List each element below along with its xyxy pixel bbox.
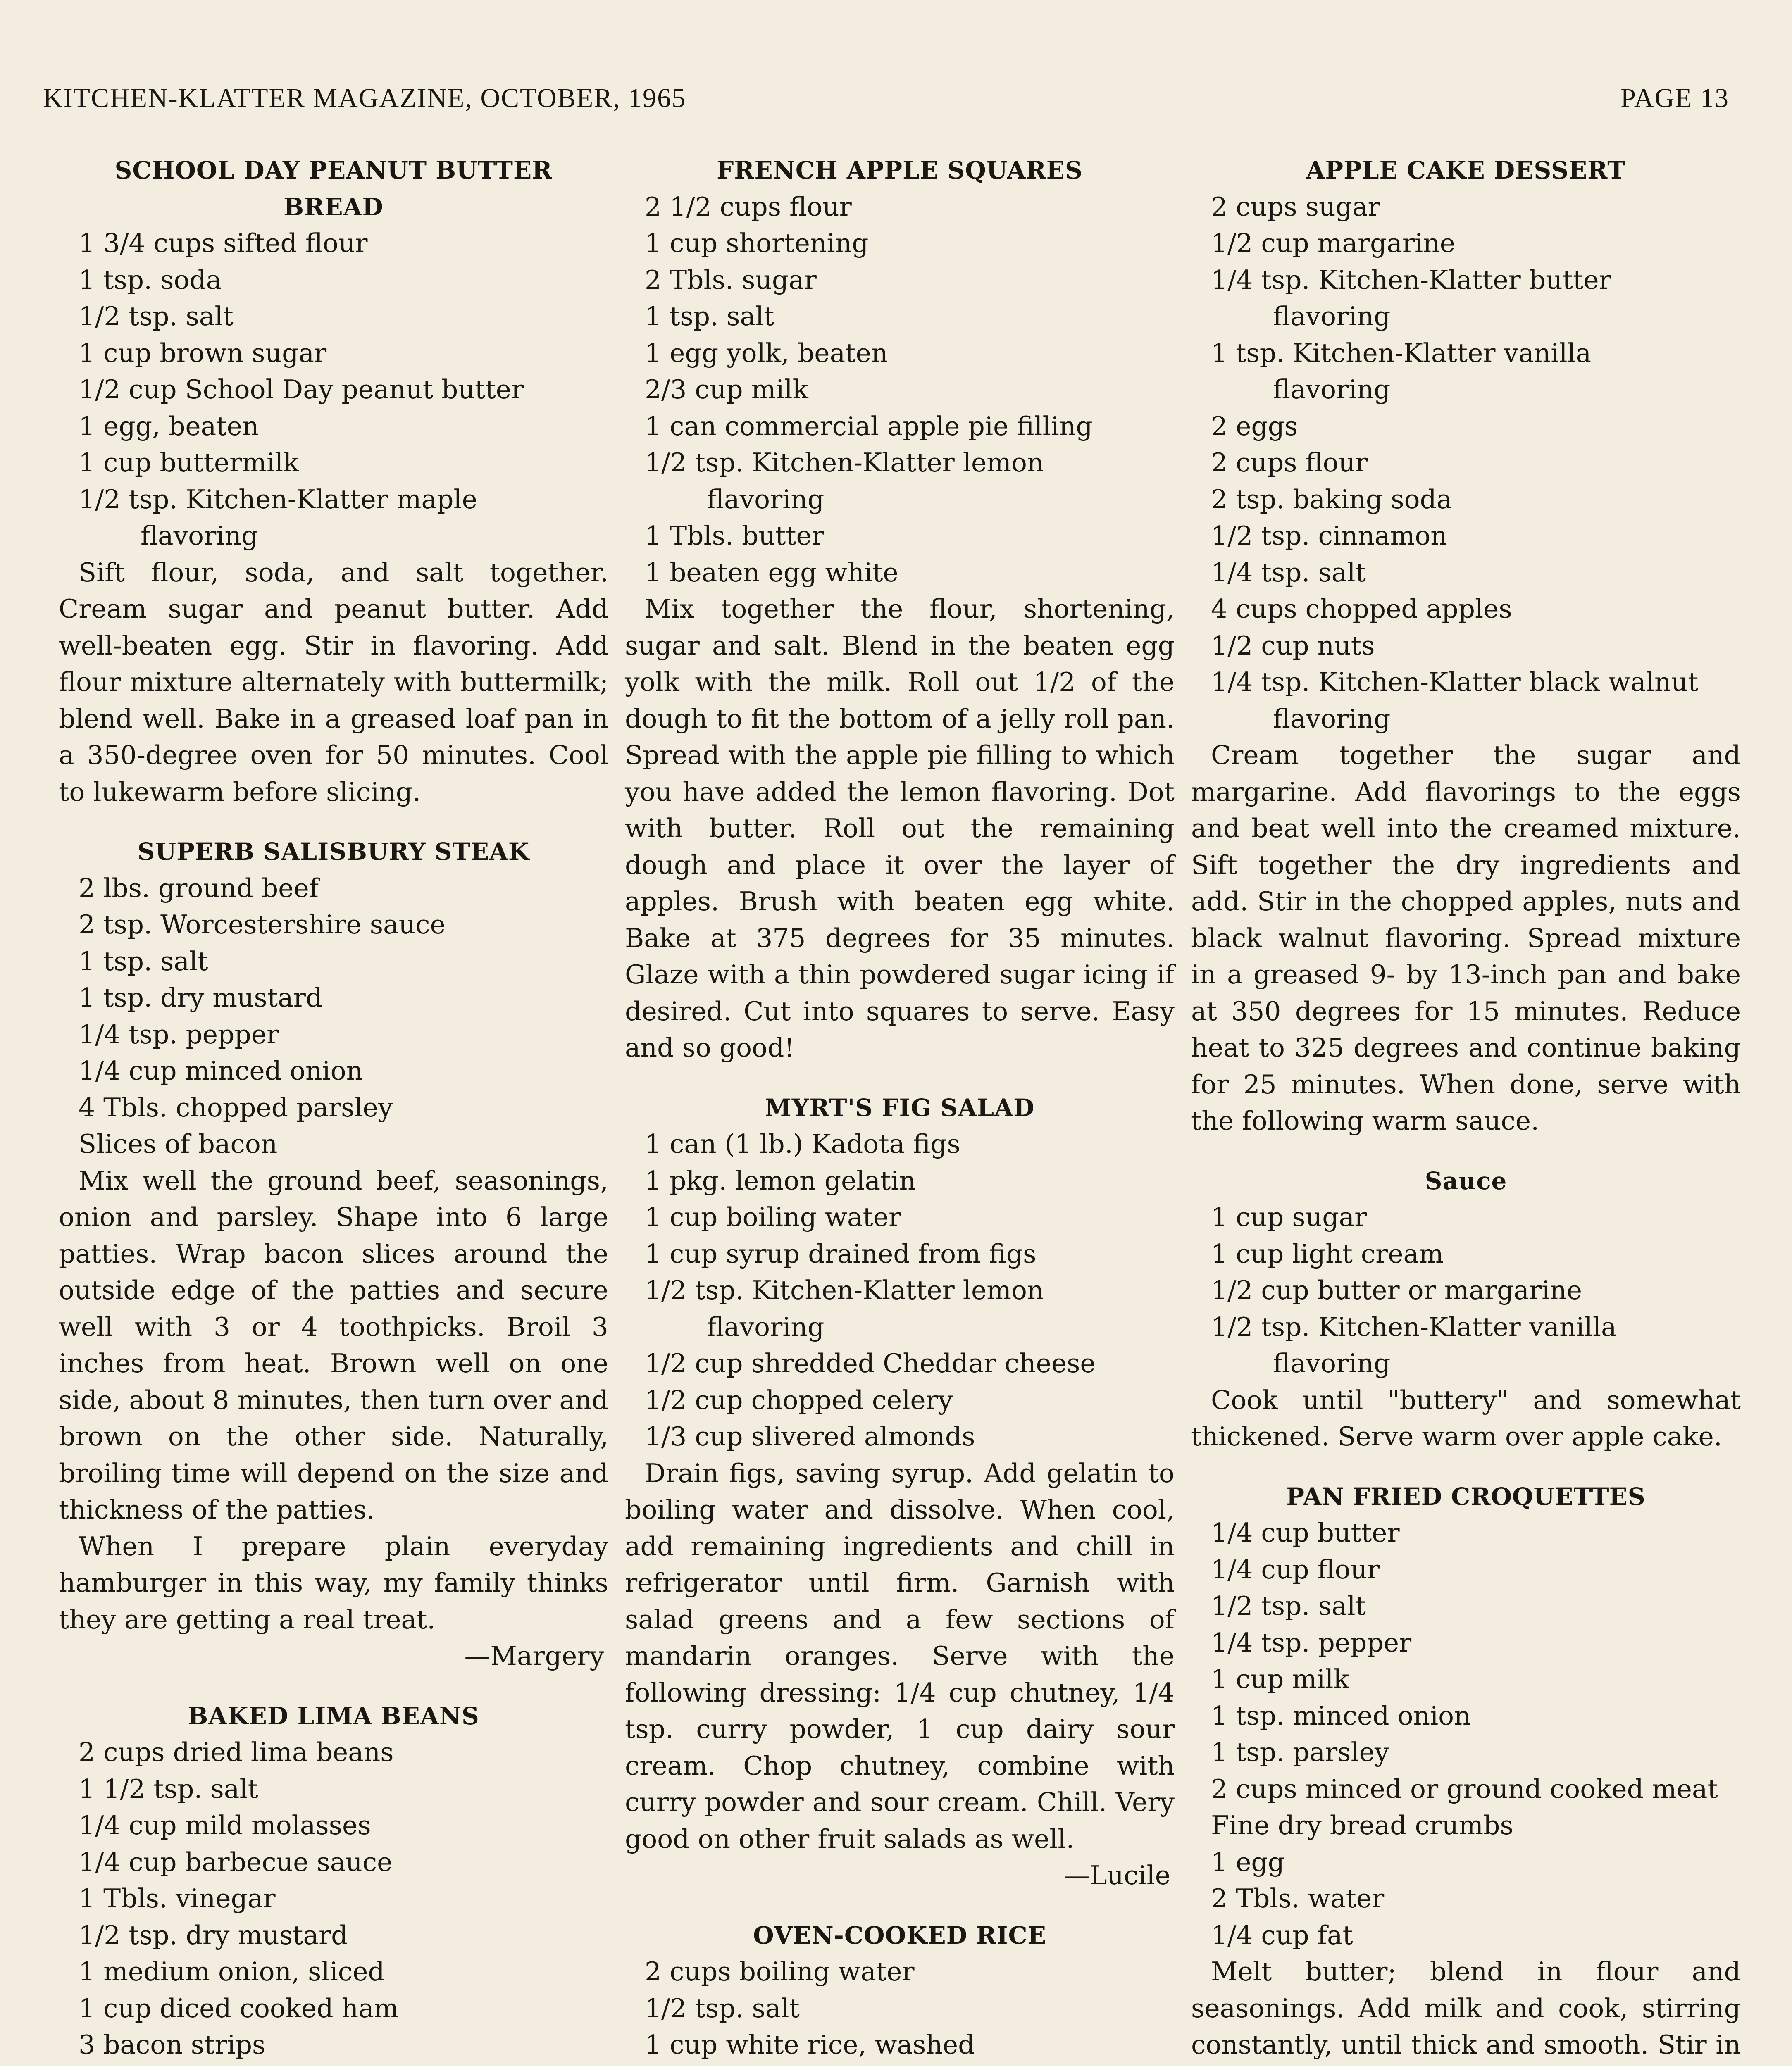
directions (59, 2064, 608, 2066)
ingredient: 1 tsp. parsley (1211, 1737, 1389, 1767)
ingredient: 1 Tbls. vinegar (79, 1883, 276, 1914)
ingredient: 1/2 tsp. cinnamon (1211, 521, 1447, 551)
column-3 (1191, 152, 1741, 2066)
directions: Cook until "buttery" and somewhat thickened. Serve warm over apple cake. (1191, 1385, 1741, 1452)
ingredient: 1 can (1 lb.) Kadota figs (645, 1129, 960, 1159)
ingredient: Slices of bacon (79, 1129, 278, 1159)
ingredient: 1/2 cup butter or margarine (1211, 1275, 1582, 1305)
directions: Mix well the ground beef, seasonings, onion and parsley. Shape into 6 large patties. Wrap bacon slices around the outside edge of the patties and secure well with 3 or 4 toothpicks. Broil 3 inches from heat. Brown well on one side, about 8 minutes, then turn over and brown on the other side. Naturally, broiling time will depend on the size and thickness of the patties. (59, 1165, 608, 1525)
ingredient: 2/3 cup milk (645, 374, 808, 405)
ingredient: 1/4 cup fat (1211, 1920, 1353, 1950)
ingredient: 2 cups boiling water (645, 1957, 915, 1987)
ingredient-list (59, 870, 608, 1163)
ingredient: 1 cup syrup drained from figs (645, 1238, 1037, 1269)
recipe-title: SCHOOL DAY PEANUT BUTTER BREAD (114, 156, 553, 221)
ingredient: 1/2 tsp. salt (79, 301, 234, 331)
recipe-title: PAN FRIED CROQUETTES (1286, 1482, 1646, 1511)
ingredient: 1 Tbls. butter (645, 521, 824, 551)
ingredient-continued: flavoring (707, 484, 825, 514)
ingredient-list (59, 225, 608, 555)
ingredient: 1 egg (1211, 1847, 1285, 1877)
ingredient: 1/4 cup butter (1211, 1518, 1400, 1548)
ingredient: 4 cups chopped apples (1211, 594, 1512, 624)
ingredient-list (1191, 1515, 1741, 1954)
ingredient: 4 Tbls. chopped parsley (79, 1092, 393, 1123)
ingredient: 2 cups sugar (1211, 191, 1380, 222)
recipe-title: APPLE CAKE DESSERT (1306, 156, 1626, 184)
ingredient: 1 tsp. salt (645, 301, 774, 331)
ingredient: 1 cup milk (1211, 1664, 1349, 1694)
ingredient-list (625, 189, 1175, 591)
ingredient: 1 tsp. dry mustard (79, 983, 323, 1013)
ingredient-list (59, 1734, 608, 2064)
recipe-title: FRENCH APPLE SQUARES (717, 156, 1083, 184)
ingredient: 2 lbs. ground beef (79, 873, 319, 903)
ingredient: 1/2 cup margarine (1211, 228, 1456, 258)
ingredient: 1 tsp. minced onion (1211, 1700, 1471, 1731)
ingredient: 2 1/2 cups flour (645, 191, 852, 222)
ingredient: 1 cup sugar (1211, 1202, 1367, 1232)
ingredient: 1 pkg. lemon gelatin (645, 1165, 916, 1196)
ingredient: 2 cups flour (1211, 447, 1368, 478)
ingredient-list (1191, 189, 1741, 738)
ingredient-list (1191, 1199, 1741, 1382)
ingredient-continued: flavoring (707, 1311, 825, 1342)
ingredient (625, 2064, 1175, 2066)
directions: Melt butter; blend in flour and seasonings. Add milk and cook, stirring constantly, until thick and smooth. Stir in (1191, 1957, 1741, 2060)
ingredient: 1/2 tsp. Kitchen-Klatter maple (79, 484, 477, 514)
ingredient: 1/3 cup slivered almonds (645, 1421, 975, 1452)
directions: When I prepare plain everyday hamburger in this way, my family thinks they are getting a real treat. (59, 1531, 608, 1635)
signature: —Margery (464, 1641, 604, 1671)
ingredient: 2 eggs (1211, 411, 1298, 441)
ingredient: 1/4 tsp. Kitchen-Klatter butter (1211, 264, 1611, 295)
ingredient: 2 Tbls. sugar (645, 264, 817, 295)
ingredient: 3 bacon strips (79, 2030, 266, 2060)
ingredient-continued: flavoring (1273, 374, 1391, 405)
ingredient: 1 tsp. soda (79, 264, 222, 295)
ingredient: 1 cup white rice, washed (645, 2030, 975, 2060)
ingredient-continued: flavoring (141, 521, 258, 551)
ingredient: 1 tsp. Kitchen-Klatter vanilla (1211, 338, 1592, 368)
column-2 (625, 152, 1175, 2066)
column-1 (59, 152, 608, 2066)
directions: Sift flour, soda, and salt together. Cream sugar and peanut butter. Add well-beaten egg. Stir in flavoring. Add flour mixture alternately with buttermilk; blend well. Bake in a greased loaf pan in a 350-degree oven for 50 minutes. Cool to lukewarm before slicing. (59, 557, 608, 807)
recipe-title: BAKED LIMA BEANS (188, 1702, 479, 1730)
directions: Mix together the flour, shortening, sugar and salt. Blend in the beaten egg yolk with the milk. Roll out 1/2 of the dough to fit the bottom of a jelly roll pan. Spread with the apple pie filling to which you have added the lemon flavoring. Dot with butter. Roll out the remaining dough and place it over the layer of apples. Brush with beaten egg white. Bake at 375 degrees for 35 minutes. Glaze with a thin powdered sugar icing if desired. Cut into squares to serve. Easy and so good! (625, 594, 1175, 1063)
ingredient: 2 tsp. Worcestershire sauce (79, 909, 446, 940)
ingredient: 1/2 tsp. salt (645, 1993, 800, 2023)
ingredient: 1 egg, beaten (79, 411, 259, 441)
ingredient: 1/4 tsp. salt (1211, 557, 1366, 588)
ingredient-continued: flavoring (1273, 703, 1391, 734)
ingredient: 1 cup boiling water (645, 1202, 901, 1232)
ingredient: 1 can commercial apple pie filling (645, 411, 1093, 441)
ingredient: 1 tsp. salt (79, 946, 208, 976)
ingredient: Fine dry bread crumbs (1211, 1810, 1513, 1840)
ingredient: 1/2 cup nuts (1211, 630, 1375, 661)
recipe-title: OVEN-COOKED RICE (753, 1921, 1046, 1949)
ingredient: 1/4 cup barbecue sauce (79, 1847, 393, 1877)
ingredient: 2 tsp. baking soda (1211, 484, 1452, 514)
ingredient: 1 cup shortening (645, 228, 869, 258)
recipe-title: SUPERB SALISBURY STEAK (137, 838, 530, 866)
ingredient-list (625, 1126, 1175, 1455)
ingredient: 1 cup brown sugar (79, 338, 327, 368)
ingredient: 1 1/2 tsp. salt (79, 1773, 258, 1804)
ingredient: 1/4 tsp. Kitchen-Klatter black walnut (1211, 667, 1699, 697)
ingredient: 1 beaten egg white (645, 557, 898, 588)
ingredient: 1/4 cup mild molasses (79, 1810, 371, 1840)
ingredient: 1/2 cup School Day peanut butter (79, 374, 524, 405)
page-number: PAGE 13 (1620, 83, 1729, 113)
ingredient: 2 cups minced or ground cooked meat (1211, 1773, 1718, 1804)
ingredient: 1 cup buttermilk (79, 447, 299, 478)
ingredient: 1 3/4 cups sifted flour (79, 228, 368, 258)
recipe-title: MYRT'S FIG SALAD (765, 1093, 1035, 1122)
ingredient: 1/2 tsp. Kitchen-Klatter vanilla (1211, 1311, 1617, 1342)
page-header (43, 83, 1729, 124)
ingredient: 1/4 tsp. pepper (79, 1019, 279, 1050)
ingredient-list (625, 1954, 1175, 2066)
ingredient: 1/2 tsp. Kitchen-Klatter lemon (645, 1275, 1044, 1305)
ingredient: 1/2 tsp. Kitchen-Klatter lemon (645, 447, 1044, 478)
ingredient: 1/2 cup shredded Cheddar cheese (645, 1348, 1096, 1378)
recipe-title: Sauce (1425, 1166, 1507, 1195)
ingredient-continued: flavoring (1273, 301, 1391, 331)
ingredient: 1 cup diced cooked ham (79, 1993, 399, 2023)
ingredient: 1 egg yolk, beaten (645, 338, 888, 368)
directions: Cream together the sugar and margarine. Add flavorings to the eggs and beat well into the creamed mixture. Sift together the dry ingredients and add. Stir in the chopped apples, nuts and black walnut flavoring. Spread mixture in a greased 9- by 13-inch pan and bake at 350 degrees for 15 minutes. Reduce heat to 325 degrees and continue baking for 25 minutes. When done, serve with the following warm sauce. (1191, 740, 1741, 1136)
ingredient: 1/4 cup flour (1211, 1554, 1380, 1585)
ingredient: 2 Tbls. water (1211, 1883, 1385, 1914)
ingredient: 1 cup light cream (1211, 1238, 1444, 1269)
ingredient: 1/2 cup chopped celery (645, 1385, 953, 1415)
ingredient-continued: flavoring (1273, 1348, 1391, 1378)
ingredient: 2 cups dried lima beans (79, 1737, 394, 1767)
signature: —Lucile (1063, 1860, 1170, 1890)
ingredient: 1/2 tsp. dry mustard (79, 1920, 348, 1950)
directions: Drain figs, saving syrup. Add gelatin to boiling water and dissolve. When cool, add remaining ingredients and chill in refrigerator until firm. Garnish with salad greens and a few sections of mandarin oranges. Serve with the following dressing: 1/4 cup chutney, 1/4 tsp. curry powder, 1 cup dairy sour cream. Chop chutney, combine with curry powder and sour cream. Chill. Very good on other fruit salads as well. (625, 1458, 1175, 1854)
ingredient: 1/4 tsp. pepper (1211, 1627, 1412, 1658)
ingredient: 1/2 tsp. salt (1211, 1591, 1366, 1621)
ingredient: 1/4 cup minced onion (79, 1056, 363, 1086)
magazine-title: KITCHEN-KLATTER MAGAZINE, OCTOBER, 1965 (43, 83, 686, 113)
ingredient: 1 medium onion, sliced (79, 1957, 385, 1987)
